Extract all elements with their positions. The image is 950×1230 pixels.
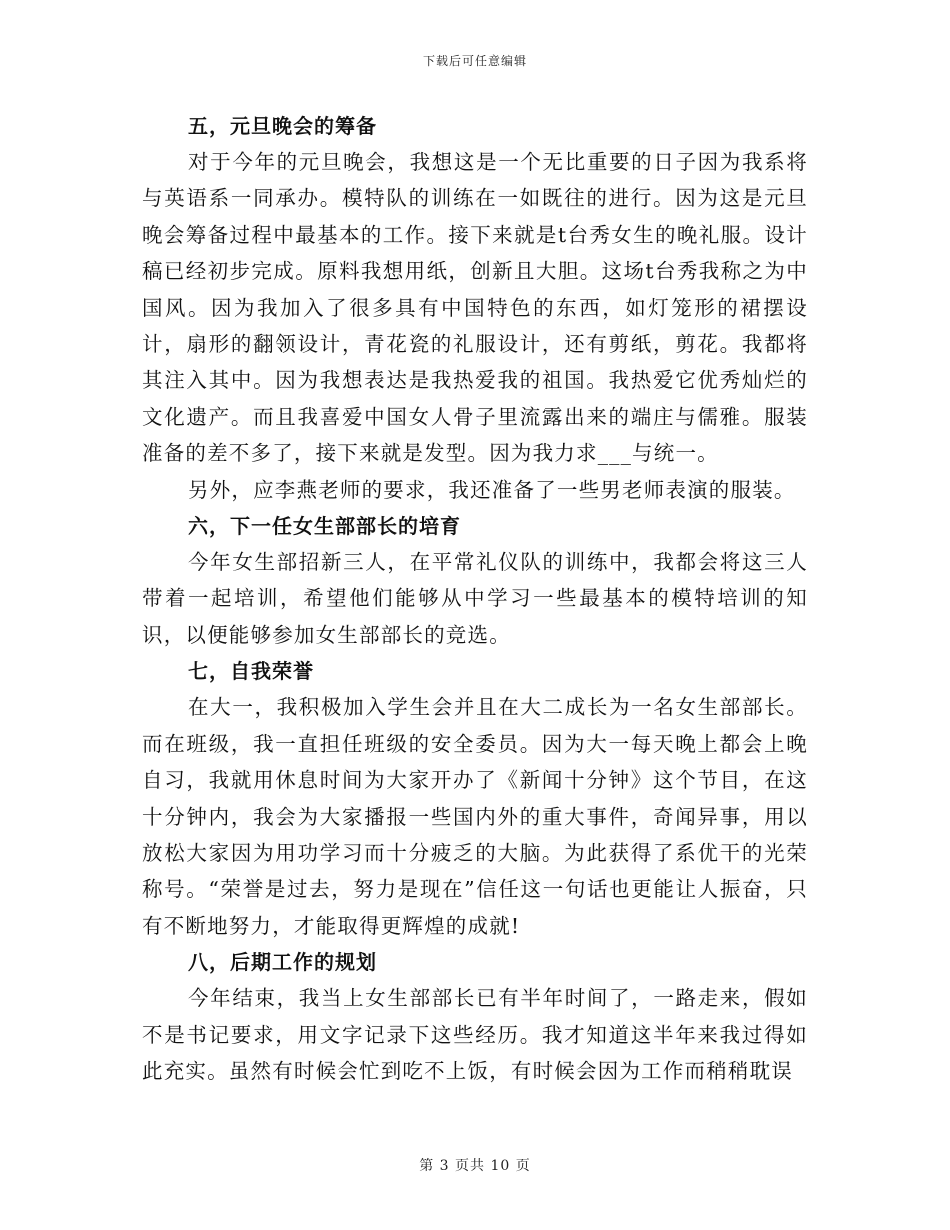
paragraph: 另外，应李燕老师的要求，我还准备了一些男老师表演的服装。 bbox=[188, 477, 796, 502]
paragraph: 今年女生部招新三人，在平常礼仪队的训练中，我都会将这三人带着一起培训，希望他们能够从中学习一些最基本的模特培训的知识，以便能够参加女生部部长的竞选。 bbox=[142, 550, 808, 647]
page-number-footer: 第 3 页共 10 页 bbox=[419, 1158, 531, 1174]
paragraph: 对于今年的元旦晚会，我想这是一个无比重要的日子因为我系将与英语系一同承办。模特队的训练在一如既往的进行。因为这是元旦晚会筹备过程中最基本的工作。接下来就是t台秀女生的晚礼服。设计稿已经初步完成。原料我想用纸，创新且大胆。这场t台秀我称之为中国风。因为我加入了很多具有中国特色的东西，如灯笼形的裙摆设计，扇形的翻领设计，青花瓷的礼服设计，还有剪纸，剪花。我都将其注入其中。因为我想表达是我热爱我的祖国。我热爱它优秀灿烂的文化遗产。而且我喜爱中国女人骨子里流露出来的端庄与儒雅。服装准备的差不多了，接下来就是发型。因为我力求___与统一。 bbox=[142, 150, 808, 466]
paragraph: 在大一，我积极加入学生会并且在大二成长为一名女生部部长。而在班级，我一直担任班级的安全委员。因为大一每天晚上都会上晚自习，我就用休息时间为大家开办了《新闻十分钟》这个节目，在这十分钟内，我会为大家播报一些国内外的重大事件，奇闻异事，用以放松大家因为用功学习而十分疲乏的大脑。为此获得了系优干的光荣称号。“荣誉是过去，努力是现在”信任这一句话也更能让人振奋，只有不断地努力，才能取得更辉煌的成就! bbox=[142, 695, 808, 938]
section-heading: 七，自我荣誉 bbox=[188, 659, 314, 684]
page-header: 下载后可任意编辑 bbox=[422, 54, 527, 68]
section-heading: 五，元旦晚会的筹备 bbox=[188, 114, 377, 138]
section-heading: 六，下一任女生部部长的培育 bbox=[188, 514, 461, 539]
paragraph: 今年结束，我当上女生部部长已有半年时间了，一路走来，假如不是书记要求，用文字记录下这些经历。我才知道这半年来我过得如此充实。虽然有时候会忙到吃不上饭，有时候会因为工作而稍稍耽误 bbox=[142, 986, 808, 1083]
document-body bbox=[142, 108, 808, 1089]
section-heading: 八，后期工作的规划 bbox=[188, 950, 377, 975]
